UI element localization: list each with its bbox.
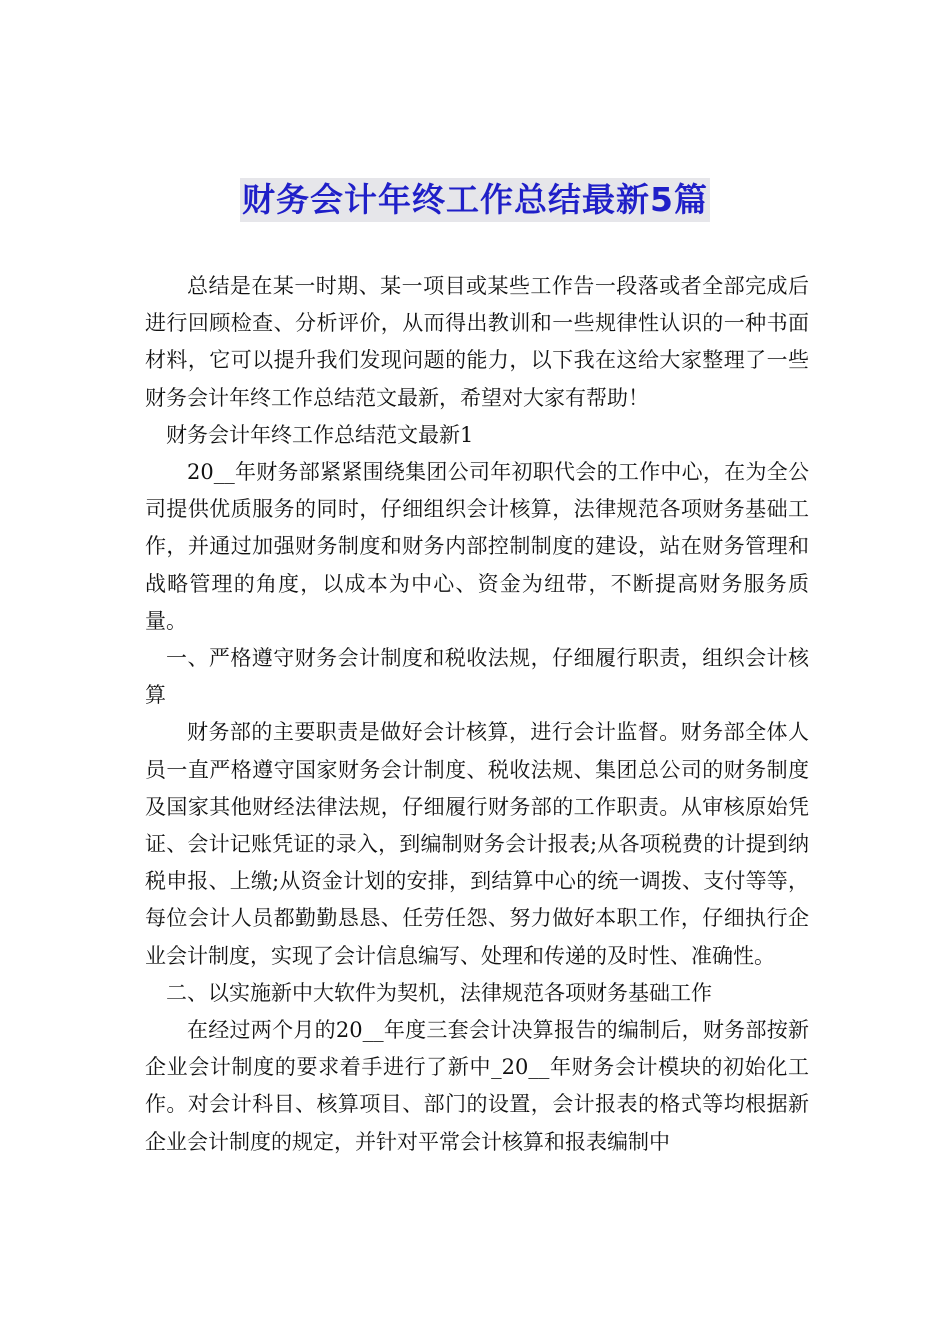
section-heading-1: 财务会计年终工作总结范文最新1 (166, 422, 474, 447)
body-paragraph-3: 在经过两个月的20__年度三套会计决算报告的编制后，财务部按新企业会计制度的要求着手进行了新中_20__年财务会计模块的初始化工作。对会计科目、核算项目、部门的设置，会计报表的格式等均根据新企业会计制度的规定，并针对平常会计核算和报表编制中 (145, 1018, 809, 1154)
document-body (145, 268, 809, 1161)
body-paragraph-1: 20__年财务部紧紧围绕集团公司年初职代会的工作中心，在为全公司提供优质服务的同时，仔细组织会计核算，法律规范各项财务基础工作，并通过加强财务制度和财务内部控制制度的建设，站在财务管理和战略管理的角度，以成本为中心、资金为纽带，不断提高财务服务质量。 (145, 460, 809, 633)
document-title: 财务会计年终工作总结最新5篇 (240, 178, 710, 222)
subheading-1: 一、严格遵守财务会计制度和税收法规，仔细履行职责，组织会计核算 (145, 646, 809, 708)
body-paragraph-2: 财务部的主要职责是做好会计核算，进行会计监督。财务部全体人员一直严格遵守国家财务会计制度、税收法规、集团总公司的财务制度及国家其他财经法律法规，仔细履行财务部的工作职责。从审核原始凭证、会计记账凭证的录入，到编制财务会计报表;从各项税费的计提到纳税申报、上缴;从资金计划的安排，到结算中心的统一调拨、支付等等，每位会计人员都勤勤恳恳、任劳任怨、努力做好本职工作，仔细执行企业会计制度，实现了会计信息编写、处理和传递的及时性、准确性。 (145, 720, 809, 968)
title-wrapper (0, 178, 950, 222)
subheading-2: 二、以实施新中大软件为契机，法律规范各项财务基础工作 (166, 980, 712, 1005)
intro-paragraph: 总结是在某一时期、某一项目或某些工作告一段落或者全部完成后进行回顾检查、分析评价，从而得出教训和一些规律性认识的一种书面材料，它可以提升我们发现问题的能力，以下我在这给大家整理了一些财务会计年终工作总结范文最新，希望对大家有帮助！ (145, 274, 809, 410)
